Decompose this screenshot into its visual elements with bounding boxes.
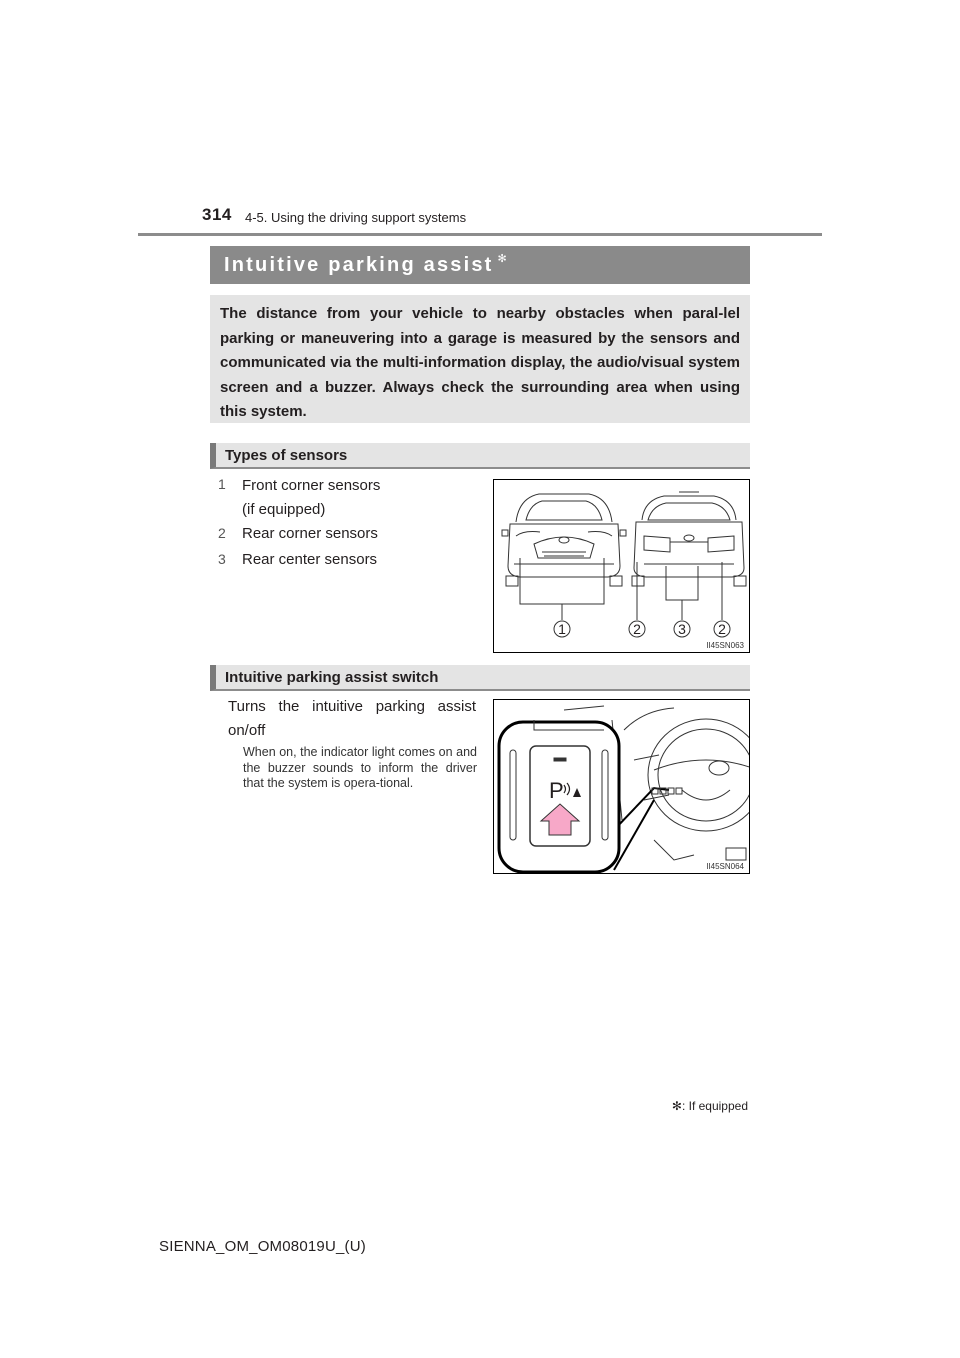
header-rule — [138, 233, 822, 236]
callout-2-left — [629, 621, 645, 637]
types-of-sensors-heading: Types of sensors — [210, 443, 750, 469]
sensor-locations-figure — [493, 479, 750, 653]
front-vehicle-drawing — [502, 494, 626, 586]
if-equipped-footnote — [650, 1099, 748, 1113]
callout-2-right — [714, 621, 730, 637]
page-title: Intuitive parking assist — [224, 253, 494, 276]
rear-vehicle-drawing — [632, 492, 746, 586]
switch-note: When on, the indicator light comes on and the buzzer sounds to inform the driver that the system is opera-tional. — [243, 745, 477, 790]
item-front-corner-sensors — [242, 474, 380, 522]
figure-code: II45SN063 — [706, 641, 744, 650]
switch-heading: Intuitive parking assist switch — [210, 665, 750, 691]
callout-3 — [674, 621, 690, 637]
if-equipped-mark: ✻ — [497, 253, 507, 265]
callout-label: 1 — [558, 621, 566, 637]
item-text-line: (if equipped) — [242, 501, 326, 518]
figure-code: II45SN064 — [706, 862, 744, 871]
item-rear-center-sensors: Rear center sensors — [242, 551, 378, 568]
footnote-text: : If equipped — [681, 1099, 748, 1113]
callout-label: 3 — [678, 621, 686, 637]
switch-location-illustration — [494, 700, 749, 873]
page-title-bar — [210, 246, 750, 284]
item-rear-corner-sensors: Rear corner sensors — [242, 525, 378, 542]
switch-letter: P — [549, 778, 564, 803]
callout-label: 2 — [633, 621, 641, 637]
intro-paragraph: The distance from your vehicle to nearby obstacles when paral-lel parking or maneuvering into a garage is measured by the sensors and communicated via the multi-information display, the audio/visual system screen and a buzzer. Always check the surrounding area when using this system. — [210, 295, 750, 423]
item-marker-3: 3 — [218, 551, 226, 567]
item-marker-1: 1 — [218, 476, 226, 492]
callout-label: 2 — [718, 621, 726, 637]
switch-description: Turns the intuitive parking assist on/off — [228, 698, 476, 739]
section-header: 4-5. Using the driving support systems — [245, 210, 467, 225]
item-marker-2: 2 — [218, 525, 226, 541]
item-text-line: Front corner sensors — [242, 477, 381, 494]
switch-location-figure — [493, 699, 750, 874]
document-footer: SIENNA_OM_OM08019U_(U) — [159, 1238, 366, 1255]
page-number: 314 — [202, 205, 232, 224]
sensor-locations-illustration — [494, 480, 749, 652]
callout-leader-lines — [520, 558, 722, 620]
footnote-mark: ✻ — [671, 1099, 682, 1113]
callout-1 — [554, 621, 570, 637]
